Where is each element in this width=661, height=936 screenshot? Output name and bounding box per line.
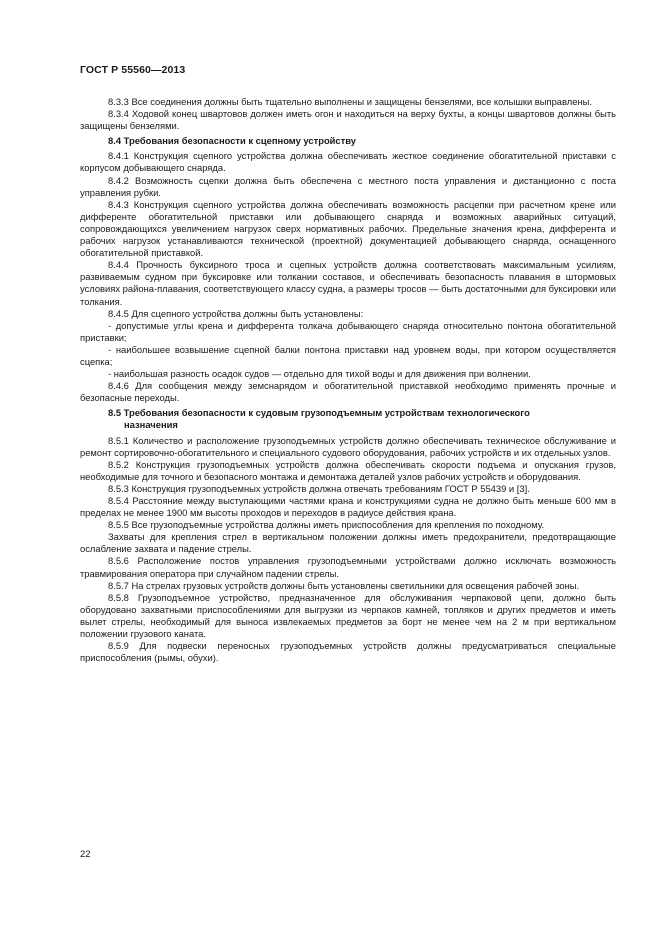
paragraph-8-5-7: 8.5.7 На стрелах грузовых устройств должны быть установлены светильники для освещения рабочей зоны. bbox=[108, 579, 580, 591]
paragraph-8-5-8: 8.5.8 Грузоподъемное устройство, предназначенное для обслуживания черпаковой цепи, должно быть оборудовано захватными приспособлениями для выгрузки из черпаков камней, топляков и других предметов и иметь вылет стрелы, необходимый для выноса извлекаемых предметов за борт не менее чем на 2 м при вертикальном положении грузового каната. bbox=[80, 591, 616, 640]
heading-8-5 bbox=[80, 407, 616, 431]
paragraph-8-4-2: 8.4.2 Возможность сцепки должна быть обеспечена с местного поста управления и дистанционно с поста управления рубки. bbox=[80, 174, 616, 198]
paragraph-8-5-2: 8.5.2 Конструкция грузоподъемных устройств должна обеспечивать скорости подъема и опускания грузов, необходимые для точного и безопасного монтажа и демонтажа деталей узлов рабочих устройств и оборудования. bbox=[80, 458, 616, 482]
paragraph-8-4-3: 8.4.3 Конструкция сцепного устройства должна обеспечивать возможность расцепки при расчетном крене или дифференте обогатительной приставки или добывающего снаряда и возможных аварийных ситуаций, сопровождающихся увеличением нагрузок сверх нормативных рабочих. Предельные значения крена, дифферента и рабочих нагрузок устанавливаются технической (проектной) документацией добывающего снаряда, оснащенного обогатительной приставкой. bbox=[80, 198, 616, 259]
document-header: ГОСТ Р 55560—2013 bbox=[80, 64, 186, 76]
list-item: - наибольшая разность осадок судов — отдельно для тихой воды и для движения при волнении. bbox=[108, 368, 531, 380]
heading-8-5-line2: назначения bbox=[124, 419, 178, 431]
paragraph-8-5-9: 8.5.9 Для подвески переносных грузоподъемных устройств должны предусматриваться специальные приспособления (рымы, обухи). bbox=[80, 640, 616, 664]
paragraph-8-5-3: 8.5.3 Конструкция грузоподъемных устройств должна отвечать требованиям ГОСТ Р 55439 и [3]. bbox=[108, 482, 530, 494]
paragraph-8-3-4: 8.3.4 Ходовой конец швартовов должен иметь огон и находиться на верху бухты, а концы швартовов должны быть защищены бензелями. bbox=[80, 108, 616, 132]
paragraph-grips: Захваты для крепления стрел в вертикальном положении должны иметь предохранители, предотвращающие ослабление захвата и падение стрелы. bbox=[80, 531, 616, 555]
list-item: - наибольшее возвышение сцепной балки понтона приставки над уровнем воды, при котором осуществляется сцепка; bbox=[80, 343, 616, 367]
paragraph-8-4-6: 8.4.6 Для сообщения между земснарядом и обогатительной приставкой необходимо применять прочные и безопасные переходы. bbox=[80, 380, 616, 404]
heading-8-4: 8.4 Требования безопасности к сцепному устройству bbox=[108, 135, 356, 147]
paragraph-8-5-1: 8.5.1 Количество и расположение грузоподъемных устройств должно обеспечивать техническое обслуживание и ремонт сортировочно-обогатительного и специального судового оборудования, рабочих устройств и их отдельных узлов. bbox=[80, 434, 616, 458]
paragraph-8-5-6: 8.5.6 Расположение постов управления грузоподъемными устройствами должно исключать возможность травмирования оператора при случайном падении стрелы. bbox=[80, 555, 616, 579]
paragraph-8-4-5: 8.4.5 Для сцепного устройства должны быть установлены: bbox=[108, 307, 364, 319]
paragraph-8-5-5: 8.5.5 Все грузоподъемные устройства должны иметь приспособления для крепления по походному. bbox=[108, 519, 545, 531]
paragraph-8-5-4: 8.5.4 Расстояние между выступающими частями крана и конструкциями судна не должно быть меньше 600 мм в пределах не менее 1900 мм высоты проходов и переходов в радиусе действия крана. bbox=[80, 495, 616, 519]
document-body bbox=[80, 96, 616, 664]
paragraph-8-4-4: 8.4.4 Прочность буксирного троса и сцепных устройств должна соответствовать максимальным усилиям, развиваемым судном при буксировке или толкании составов, и обеспечивать безопасность плавания в штормовых условиях района-плавания, соответствующего классу судна, а размеры тросов — быть достаточными для буксировки или толкания. bbox=[80, 259, 616, 307]
paragraph-8-4-1: 8.4.1 Конструкция сцепного устройства должна обеспечивать жесткое соединение обогатительной приставки с корпусом добывающего снаряда. bbox=[80, 150, 616, 174]
page-number: 22 bbox=[80, 849, 91, 860]
list-item: - допустимые углы крена и дифферента толкача добывающего снаряда относительно понтона обогатительной приставки; bbox=[80, 319, 616, 343]
heading-8-5-line1: 8.5 Требования безопасности к судовым грузоподъемным устройствам технологического bbox=[108, 407, 530, 419]
paragraph-8-3-3: 8.3.3 Все соединения должны быть тщательно выполнены и защищены бензелями, все колышки выправлены. bbox=[108, 96, 592, 107]
